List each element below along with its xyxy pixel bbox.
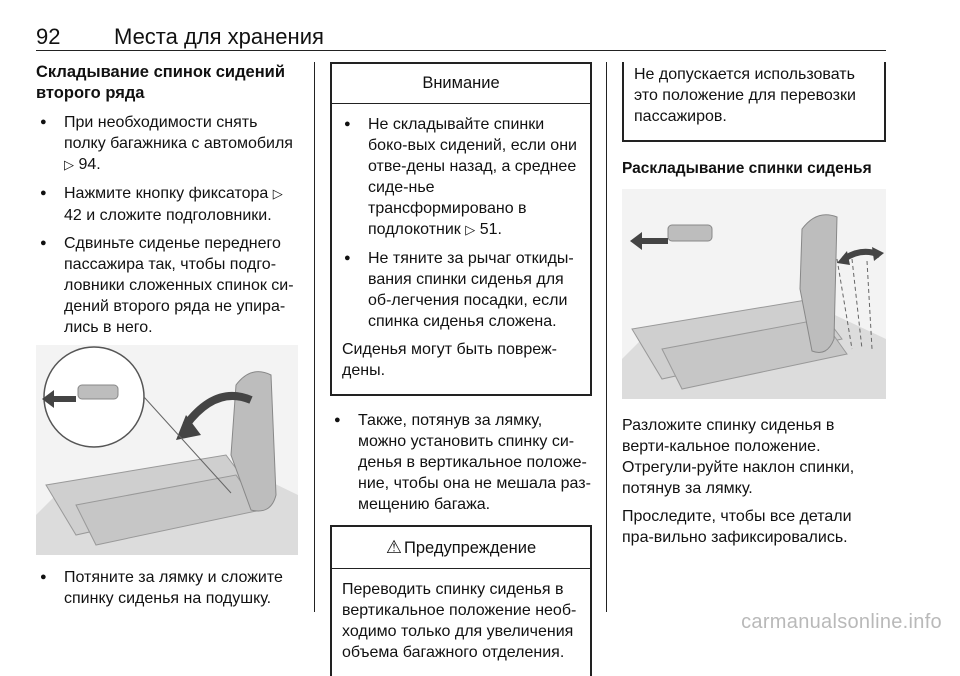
column-right xyxy=(622,62,886,555)
triangle-right-icon: ▷ xyxy=(465,223,476,238)
bullet-list xyxy=(342,114,580,332)
bullet-list xyxy=(330,410,592,515)
page-reference: 94. xyxy=(78,156,101,173)
section-title: Складывание спинок сидений второго ряда xyxy=(36,63,285,102)
list-item: ● Не тяните за рычаг откиды-вания спинки сиденья для об-легчения посадки, если спинка сиденья сложена. xyxy=(342,248,580,332)
list-item: ● Также, потянув за лямку, можно установить спинку си-денья в вертикальное положе-ние, чтобы она не мешала раз-мещению багажа. xyxy=(330,410,592,515)
triangle-right-icon: ▷ xyxy=(272,187,283,202)
list-item: ● При необходимости снять полку багажника с автомобиля ▷ 94. xyxy=(36,112,298,176)
triangle-right-icon: ▷ xyxy=(64,158,74,173)
watermark: carmanualsonline.info xyxy=(741,611,942,633)
column-divider xyxy=(606,62,607,612)
seat-fold-illustration xyxy=(36,345,298,555)
page-reference: 51. xyxy=(479,221,502,238)
list-item: ● Не складывайте спинки боко-вых сидений, если они отве-дены назад, а среднее сиде-нье трансформировано в подлокотник ▷ 51. xyxy=(342,114,580,241)
seat-unfold-illustration xyxy=(622,189,886,399)
page-number: 92 xyxy=(36,24,61,49)
paragraph: Проследите, чтобы все детали пра-вильно зафиксировались. xyxy=(622,508,852,546)
warning-text: Переводить спинку сиденья в вертикальное положение необ-ходимо только для увеличения объема багажного отделения. xyxy=(342,581,577,661)
notice-title: Внимание xyxy=(332,64,590,104)
warning-box-continued xyxy=(622,62,886,142)
list-item: ● Нажмите кнопку фиксатора ▷ 42 и сложите подголовники. xyxy=(36,183,298,226)
bullet-list xyxy=(36,567,298,609)
paragraph: Разложите спинку сиденья в верти-кальное положение. Отрегули-руйте наклон спинки, потянув за лямку. xyxy=(622,417,855,497)
column-middle xyxy=(330,62,592,676)
warning-triangle-icon: ⚠ xyxy=(385,537,402,557)
list-item: ● Потяните за лямку и сложите спинку сиденья на подушку. xyxy=(36,567,298,609)
page-header xyxy=(36,18,886,51)
column-left xyxy=(36,62,298,616)
warning-title: ⚠ Предупреждение xyxy=(332,527,590,569)
warning-text-continued: Не допускается использовать это положение для перевозки пассажиров. xyxy=(634,66,856,125)
section-title: Раскладывание спинки сиденья xyxy=(622,160,872,177)
notice-note: Сиденья могут быть повреж-дены. xyxy=(342,341,557,379)
list-item: ● Сдвиньте сиденье переднего пассажира так, чтобы подго-ловники сложенных спинок си-дений второго ряда не упира-лись в него. xyxy=(36,233,298,338)
column-divider xyxy=(314,62,315,612)
page-title: Места для хранения xyxy=(114,24,324,49)
page-reference: 42 и сложите подголовники. xyxy=(64,207,272,224)
warning-box xyxy=(330,525,592,676)
bullet-list xyxy=(36,112,298,338)
notice-box xyxy=(330,62,592,396)
